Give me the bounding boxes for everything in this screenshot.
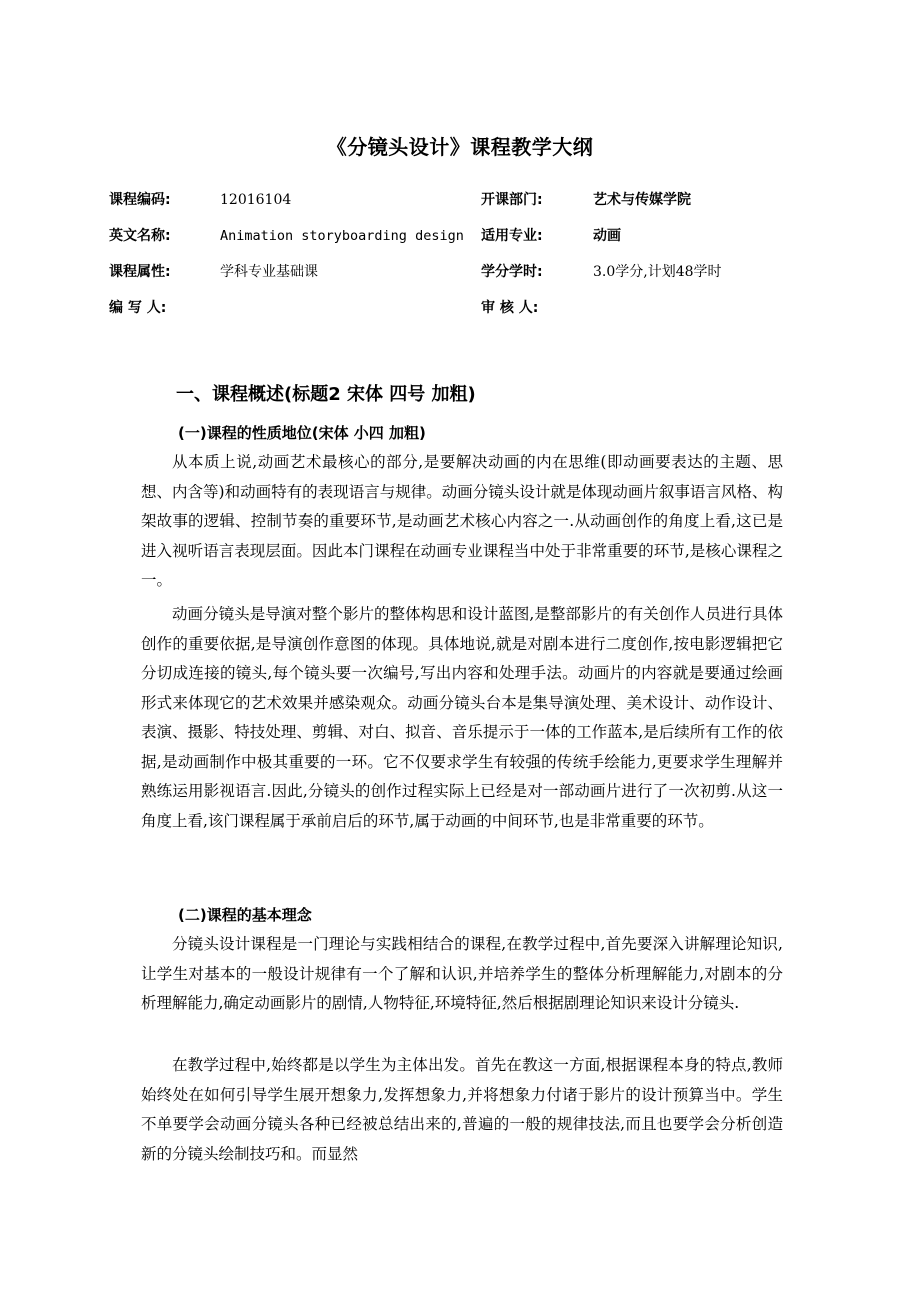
major-label: 适用专业: <box>481 228 543 244</box>
department-value: 艺术与传媒学院 <box>593 192 691 208</box>
reviewer-label: 审 核 人: <box>481 300 539 316</box>
subsection-2-heading: (二)课程的基本理念 <box>178 906 312 924</box>
document-title: 《分镜头设计》课程教学大纲 <box>326 135 594 159</box>
course-meta-table <box>109 188 809 332</box>
paragraph: 分镜头设计课程是一门理论与实践相结合的课程,在教学过程中,首先要深入讲解理论知识,让学生对基本的一般设计规律有一个了解和认识,并培养学生的整体分析理解能力,对剧本的分析理解能力,确定动画影片的剧情,人物特征,环境特征,然后根据剧理论知识来设计分镜头. <box>141 935 783 1012</box>
course-code-value: 12016104 <box>220 192 292 208</box>
meta-row-1 <box>109 188 809 224</box>
meta-row-2 <box>109 224 809 260</box>
paragraph: 动画分镜头是导演对整个影片的整体构思和设计蓝图,是整部影片的有关创作人员进行具体创作的重要依据,是导演创作意图的体现。具体地说,就是对剧本进行二度创作,按电影逻辑把它分切成连接的镜头,每个镜头要一次编号,写出内容和处理手法。动画片的内容就是要通过绘画形式来体现它的艺术效果并感染观众。动画分镜头台本是集导演处理、美术设计、动作设计、表演、摄影、特技处理、剪辑、对白、拟音、音乐提示于一体的工作蓝本,是后续所有工作的依据,是动画制作中极其重要的一环。它不仅要求学生有较强的传统手绘能力,更要求学生理解并熟练运用影视语言.因此,分镜头的创作过程实际上已经是对一部动画片进行了一次初剪.从这一角度上看,该门课程属于承前启后的环节,属于动画的中间环节,也是非常重要的环节。 <box>141 605 783 830</box>
credits-value: 3.0学分,计划48学时 <box>593 264 722 280</box>
paragraph: 从本质上说,动画艺术最核心的部分,是要解决动画的内在思维(即动画要表达的主题、思想、内含等)和动画特有的表现语言与规律。动画分镜头设计就是体现动画片叙事语言风格、构架故事的逻辑、控制节奏的重要环节,是动画艺术核心内容之一.从动画创作的角度上看,这已是进入视听语言表现层面。因此本门课程在动画专业课程当中处于非常重要的环节,是核心课程之一。 <box>141 453 783 589</box>
section-1-heading: 一、课程概述(标题2 宋体 四号 加粗) <box>176 384 476 405</box>
paragraph: 在教学过程中,始终都是以学生为主体出发。首先在教这一方面,根据课程本身的特点,教师始终处在如何引导学生展开想象力,发挥想象力,并将想象力付诸于影片的设计预算当中。学生不单要学会动画分镜头各种已经被总结出来的,普遍的一般的规律技法,而且也要学会分析创造新的分镜头绘制技巧和。而显然 <box>141 1056 783 1163</box>
credits-label: 学分学时: <box>481 264 543 280</box>
english-name-label: 英文名称: <box>109 228 171 244</box>
english-name-value: Animation storyboarding design <box>220 228 464 244</box>
attribute-label: 课程属性: <box>109 264 171 280</box>
writer-label: 编 写 人: <box>109 300 167 316</box>
subsection-1-heading: (一)课程的性质地位(宋体 小四 加粗) <box>178 424 426 442</box>
course-code-label: 课程编码: <box>109 192 171 208</box>
meta-row-3 <box>109 260 809 296</box>
major-value: 动画 <box>593 228 621 244</box>
department-label: 开课部门: <box>481 192 543 208</box>
attribute-value: 学科专业基础课 <box>220 264 318 280</box>
meta-row-4 <box>109 296 809 332</box>
